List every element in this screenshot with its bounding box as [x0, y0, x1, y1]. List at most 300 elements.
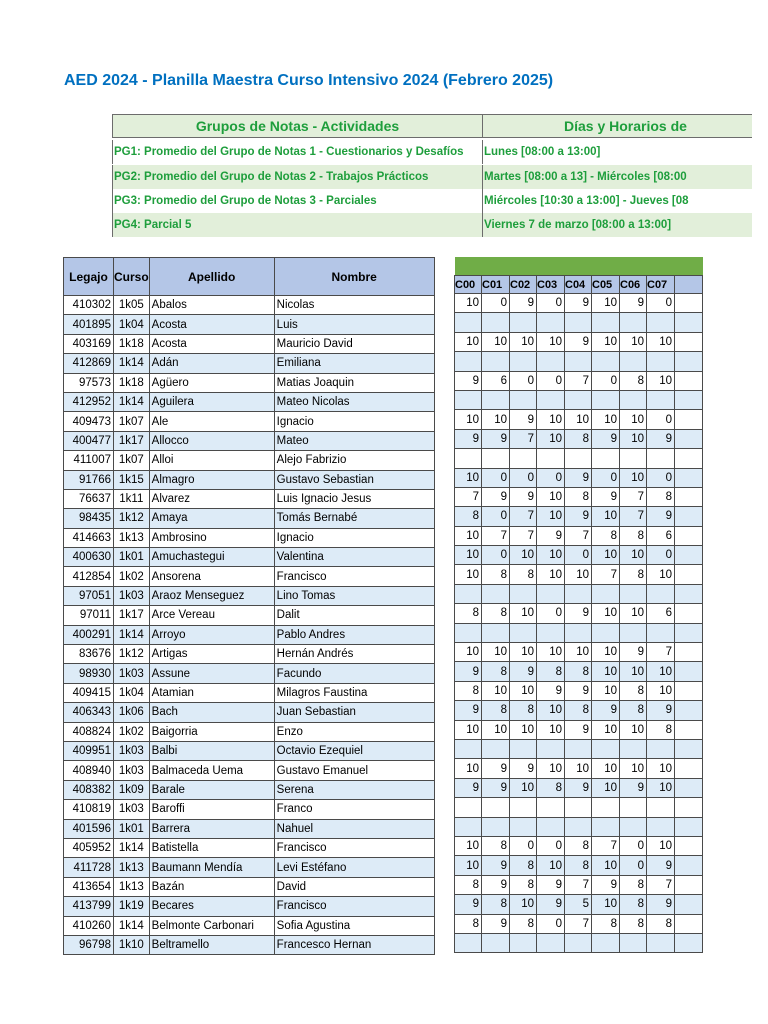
cell-curso: 1k01	[114, 548, 150, 567]
cell-apellido: Ale	[149, 412, 274, 431]
cell-score: 0	[537, 914, 565, 933]
cell-apellido: Barrera	[149, 819, 274, 838]
cell-nombre: Matias Joaquin	[274, 373, 434, 392]
cell-score: 8	[482, 565, 510, 584]
cell-score	[482, 798, 510, 817]
cell-score: 10	[592, 720, 620, 739]
cell-score	[620, 584, 647, 603]
cell-curso: 1k01	[114, 819, 150, 838]
cell-score: 0	[620, 856, 647, 875]
cell-nombre: Gustavo Emanuel	[274, 761, 434, 780]
cell-score	[482, 390, 510, 409]
cell-score	[620, 817, 647, 836]
cell-score: 8	[565, 662, 592, 681]
cell-score: 10	[455, 836, 482, 855]
cell-score	[620, 623, 647, 642]
cell-legajo: 409473	[64, 412, 114, 431]
cell-legajo: 409415	[64, 683, 114, 702]
cell-score	[565, 798, 592, 817]
cell-score	[592, 933, 620, 952]
cell-score: 10	[510, 681, 537, 700]
cell-score: 9	[482, 487, 510, 506]
cell-nombre: Mateo	[274, 431, 434, 450]
cell-score: 10	[455, 468, 482, 487]
cell-score: 8	[620, 565, 647, 584]
cell-score: 10	[537, 332, 565, 351]
table-row	[64, 586, 435, 605]
cell-score: 8	[592, 914, 620, 933]
cell-score: 10	[455, 294, 482, 313]
cell-apellido: Ansorena	[149, 567, 274, 586]
cell-score	[620, 798, 647, 817]
cell-curso: 1k14	[114, 838, 150, 857]
cell-score: 10	[620, 429, 647, 448]
cell-legajo: 76637	[64, 489, 114, 508]
cell-curso: 1k05	[114, 296, 150, 315]
cell-apellido: Artigas	[149, 645, 274, 664]
cell-apellido: Barale	[149, 780, 274, 799]
cell-score: 10	[620, 720, 647, 739]
cell-score: 8	[482, 836, 510, 855]
cell-legajo: 406343	[64, 703, 114, 722]
table-row	[64, 392, 435, 411]
cell-apellido: Baroffi	[149, 800, 274, 819]
cell-score: 10	[510, 332, 537, 351]
cell-score: 9	[592, 429, 620, 448]
cell-score-extra	[675, 565, 703, 584]
score-row	[455, 294, 703, 313]
cell-score: 9	[537, 875, 565, 894]
cell-score: 9	[565, 294, 592, 313]
cell-score: 10	[537, 643, 565, 662]
cell-score: 0	[647, 410, 675, 429]
cell-nombre: Nahuel	[274, 819, 434, 838]
cell-score-extra	[675, 507, 703, 526]
cell-apellido: Allocco	[149, 431, 274, 450]
cell-score	[647, 739, 675, 758]
cell-score: 8	[510, 914, 537, 933]
table-row	[64, 645, 435, 664]
cell-score-extra	[675, 895, 703, 914]
cell-legajo: 97051	[64, 586, 114, 605]
cell-curso: 1k03	[114, 761, 150, 780]
cell-score: 7	[510, 526, 537, 545]
cell-score: 10	[510, 604, 537, 623]
cell-score: 10	[592, 856, 620, 875]
score-row	[455, 604, 703, 623]
cell-score: 9	[647, 856, 675, 875]
cell-score: 7	[455, 487, 482, 506]
cell-score	[592, 352, 620, 371]
cell-nombre: Pablo Andres	[274, 625, 434, 644]
score-header: C06	[620, 276, 647, 294]
cell-curso: 1k03	[114, 741, 150, 760]
score-row	[455, 584, 703, 603]
cell-score	[537, 352, 565, 371]
table-row	[64, 838, 435, 857]
cell-curso: 1k13	[114, 877, 150, 896]
cell-apellido: Becares	[149, 897, 274, 916]
cell-score: 8	[510, 565, 537, 584]
cell-score	[537, 449, 565, 468]
cell-score: 9	[482, 778, 510, 797]
cell-score: 9	[647, 895, 675, 914]
cell-nombre: Levi Estéfano	[274, 858, 434, 877]
cell-legajo: 97011	[64, 606, 114, 625]
cell-curso: 1k04	[114, 683, 150, 702]
cell-apellido: Almagro	[149, 470, 274, 489]
cell-score-extra	[675, 623, 703, 642]
cell-nombre: Franco	[274, 800, 434, 819]
cell-score: 7	[565, 875, 592, 894]
cell-score: 9	[455, 662, 482, 681]
table-row	[64, 373, 435, 392]
cell-score: 9	[565, 332, 592, 351]
cell-score: 8	[647, 914, 675, 933]
table-row	[64, 296, 435, 315]
cell-score: 10	[592, 507, 620, 526]
cell-curso: 1k13	[114, 858, 150, 877]
cell-score: 9	[510, 410, 537, 429]
cell-score-extra	[675, 836, 703, 855]
cell-score-extra	[675, 662, 703, 681]
cell-score	[592, 313, 620, 332]
cell-legajo: 408382	[64, 780, 114, 799]
table-row	[64, 412, 435, 431]
cell-score: 10	[647, 778, 675, 797]
cell-nombre: Sofia Agustina	[274, 916, 434, 935]
cell-score: 10	[620, 332, 647, 351]
cell-score-extra	[675, 546, 703, 565]
cell-nombre: Nicolas	[274, 296, 434, 315]
cell-score: 7	[565, 371, 592, 390]
table-row	[64, 334, 435, 353]
table-row	[64, 431, 435, 450]
cell-score: 8	[592, 526, 620, 545]
cell-score: 0	[537, 604, 565, 623]
cell-score: 10	[455, 720, 482, 739]
cell-curso: 1k14	[114, 625, 150, 644]
cell-score	[620, 739, 647, 758]
cell-apellido: Balmaceda Uema	[149, 761, 274, 780]
cell-score: 10	[647, 662, 675, 681]
cell-score	[537, 313, 565, 332]
cell-legajo: 96798	[64, 935, 114, 954]
cell-score: 10	[647, 836, 675, 855]
page-title: AED 2024 - Planilla Maestra Curso Intensivo 2024 (Febrero 2025)	[64, 72, 554, 89]
cell-score: 9	[510, 294, 537, 313]
cell-apellido: Acosta	[149, 315, 274, 334]
score-header: C02	[510, 276, 537, 294]
cell-score: 8	[537, 778, 565, 797]
cell-score	[592, 739, 620, 758]
cell-nombre: Valentina	[274, 548, 434, 567]
cell-score: 7	[620, 507, 647, 526]
cell-score: 9	[482, 914, 510, 933]
cell-curso: 1k04	[114, 315, 150, 334]
cell-score: 10	[510, 778, 537, 797]
groups-header-left: Grupos de Notas - Actividades	[112, 114, 483, 138]
cell-score: 8	[565, 836, 592, 855]
cell-score: 0	[482, 507, 510, 526]
table-row	[64, 741, 435, 760]
score-row	[455, 468, 703, 487]
cell-apellido: Baumann Mendía	[149, 858, 274, 877]
cell-score: 10	[592, 410, 620, 429]
score-row	[455, 798, 703, 817]
cell-curso: 1k14	[114, 354, 150, 373]
cell-score: 8	[565, 856, 592, 875]
cell-score-extra	[675, 778, 703, 797]
cell-score: 10	[620, 759, 647, 778]
group-row-right: Martes [08:00 a 13] - Miércoles [08:00	[482, 165, 752, 189]
cell-legajo: 400630	[64, 548, 114, 567]
cell-score: 7	[565, 914, 592, 933]
cell-apellido: Arroyo	[149, 625, 274, 644]
cell-curso: 1k14	[114, 392, 150, 411]
table-row	[64, 625, 435, 644]
cell-score: 10	[455, 643, 482, 662]
cell-score-extra	[675, 817, 703, 836]
cell-nombre: Serena	[274, 780, 434, 799]
score-row	[455, 662, 703, 681]
cell-score: 7	[482, 526, 510, 545]
score-header-row	[455, 276, 703, 294]
score-row	[455, 720, 703, 739]
cell-nombre: David	[274, 877, 434, 896]
cell-score	[647, 817, 675, 836]
cell-score-extra	[675, 914, 703, 933]
cell-score: 10	[592, 895, 620, 914]
cell-nombre: Enzo	[274, 722, 434, 741]
cell-score: 6	[482, 371, 510, 390]
cell-score-extra	[675, 313, 703, 332]
cell-score: 9	[455, 429, 482, 448]
cell-score: 0	[482, 294, 510, 313]
cell-legajo: 98435	[64, 509, 114, 528]
cell-nombre: Juan Sebastian	[274, 703, 434, 722]
cell-score: 10	[537, 429, 565, 448]
cell-score	[510, 584, 537, 603]
cell-score: 10	[482, 410, 510, 429]
cell-legajo: 400291	[64, 625, 114, 644]
cell-score: 0	[647, 294, 675, 313]
cell-score	[565, 390, 592, 409]
cell-score: 8	[565, 701, 592, 720]
cell-score	[455, 449, 482, 468]
score-header: C00	[455, 276, 482, 294]
cell-score	[537, 798, 565, 817]
score-row	[455, 701, 703, 720]
table-row	[64, 548, 435, 567]
cell-score	[482, 817, 510, 836]
cell-score	[620, 313, 647, 332]
score-row	[455, 487, 703, 506]
cell-score: 10	[537, 720, 565, 739]
cell-score: 10	[592, 546, 620, 565]
cell-score: 10	[537, 701, 565, 720]
cell-score: 9	[620, 294, 647, 313]
cell-score	[565, 623, 592, 642]
cell-score: 6	[647, 604, 675, 623]
cell-score: 10	[647, 759, 675, 778]
cell-score: 10	[482, 720, 510, 739]
cell-apellido: Amaya	[149, 509, 274, 528]
cell-score: 0	[647, 468, 675, 487]
cell-apellido: Aguilera	[149, 392, 274, 411]
cell-score: 7	[565, 526, 592, 545]
cell-apellido: Amuchastegui	[149, 548, 274, 567]
table-row	[64, 451, 435, 470]
table-row	[64, 761, 435, 780]
cell-score: 7	[592, 565, 620, 584]
cell-score-extra	[675, 798, 703, 817]
cell-score	[620, 352, 647, 371]
cell-score	[510, 817, 537, 836]
group-row-right: Viernes 7 de marzo [08:00 a 13:00]	[482, 213, 752, 237]
cell-nombre: Dalit	[274, 606, 434, 625]
header-curso: Curso	[114, 258, 150, 296]
score-header: C03	[537, 276, 565, 294]
table-row	[64, 780, 435, 799]
score-row	[455, 546, 703, 565]
cell-score	[482, 933, 510, 952]
cell-legajo: 400477	[64, 431, 114, 450]
cell-legajo: 83676	[64, 645, 114, 664]
cell-legajo: 410819	[64, 800, 114, 819]
cell-score-extra	[675, 526, 703, 545]
score-row	[455, 565, 703, 584]
cell-apellido: Abalos	[149, 296, 274, 315]
cell-score	[482, 352, 510, 371]
cell-score	[647, 313, 675, 332]
score-row	[455, 836, 703, 855]
cell-score: 0	[510, 468, 537, 487]
table-row	[64, 819, 435, 838]
cell-score: 10	[510, 643, 537, 662]
cell-nombre: Facundo	[274, 664, 434, 683]
score-row	[455, 352, 703, 371]
cell-legajo: 403169	[64, 334, 114, 353]
table-row	[64, 354, 435, 373]
score-header-extra	[675, 276, 703, 294]
cell-score	[482, 739, 510, 758]
cell-nombre: Gustavo Sebastian	[274, 470, 434, 489]
cell-score: 0	[510, 836, 537, 855]
cell-score: 0	[592, 371, 620, 390]
table-row	[64, 858, 435, 877]
cell-score: 10	[592, 604, 620, 623]
score-row	[455, 429, 703, 448]
cell-score: 9	[647, 507, 675, 526]
cell-curso: 1k18	[114, 334, 150, 353]
cell-score: 9	[510, 487, 537, 506]
cell-score	[510, 739, 537, 758]
cell-score: 8	[510, 856, 537, 875]
cell-curso: 1k10	[114, 935, 150, 954]
cell-score-extra	[675, 332, 703, 351]
cell-score: 10	[455, 759, 482, 778]
cell-curso: 1k07	[114, 451, 150, 470]
cell-legajo: 401596	[64, 819, 114, 838]
cell-score: 10	[620, 468, 647, 487]
cell-score: 10	[647, 681, 675, 700]
cell-score-extra	[675, 875, 703, 894]
cell-curso: 1k18	[114, 373, 150, 392]
table-row	[64, 509, 435, 528]
cell-score: 9	[482, 875, 510, 894]
cell-curso: 1k02	[114, 567, 150, 586]
cell-nombre: Mateo Nicolas	[274, 392, 434, 411]
cell-nombre: Luis Ignacio Jesus	[274, 489, 434, 508]
cell-score: 8	[510, 875, 537, 894]
cell-legajo: 412952	[64, 392, 114, 411]
cell-score-extra	[675, 701, 703, 720]
cell-score: 10	[647, 371, 675, 390]
cell-apellido: Balbi	[149, 741, 274, 760]
cell-score	[510, 933, 537, 952]
cell-score-extra	[675, 584, 703, 603]
cell-score	[537, 739, 565, 758]
cell-score: 10	[537, 487, 565, 506]
cell-score: 8	[455, 914, 482, 933]
table-row	[64, 606, 435, 625]
cell-score: 9	[537, 895, 565, 914]
cell-score: 8	[620, 875, 647, 894]
cell-apellido: Ambrosino	[149, 528, 274, 547]
cell-score: 10	[455, 565, 482, 584]
cell-score	[455, 933, 482, 952]
cell-score	[455, 798, 482, 817]
cell-score-extra	[675, 856, 703, 875]
cell-score	[510, 352, 537, 371]
cell-score-extra	[675, 487, 703, 506]
cell-score: 0	[537, 836, 565, 855]
cell-score-extra	[675, 390, 703, 409]
cell-score	[482, 623, 510, 642]
cell-nombre: Hernán Andrés	[274, 645, 434, 664]
score-row	[455, 623, 703, 642]
cell-curso: 1k17	[114, 606, 150, 625]
score-row	[455, 817, 703, 836]
cell-score-extra	[675, 720, 703, 739]
cell-apellido: Acosta	[149, 334, 274, 353]
cell-score: 8	[647, 487, 675, 506]
cell-score: 0	[565, 546, 592, 565]
cell-score	[647, 449, 675, 468]
table-row	[64, 877, 435, 896]
score-row	[455, 507, 703, 526]
cell-score: 10	[647, 565, 675, 584]
score-header: C05	[592, 276, 620, 294]
cell-score: 9	[620, 643, 647, 662]
group-row-right: Lunes [08:00 a 13:00]	[482, 140, 752, 164]
cell-score-extra	[675, 643, 703, 662]
score-row	[455, 778, 703, 797]
cell-score: 10	[537, 546, 565, 565]
cell-score	[510, 623, 537, 642]
cell-legajo: 91766	[64, 470, 114, 489]
cell-score	[565, 313, 592, 332]
table-row	[64, 664, 435, 683]
header-legajo: Legajo	[64, 258, 114, 296]
cell-legajo: 414663	[64, 528, 114, 547]
cell-score	[592, 449, 620, 468]
cell-score-extra	[675, 294, 703, 313]
cell-score: 9	[592, 701, 620, 720]
cell-score-extra	[675, 759, 703, 778]
cell-score: 10	[455, 546, 482, 565]
